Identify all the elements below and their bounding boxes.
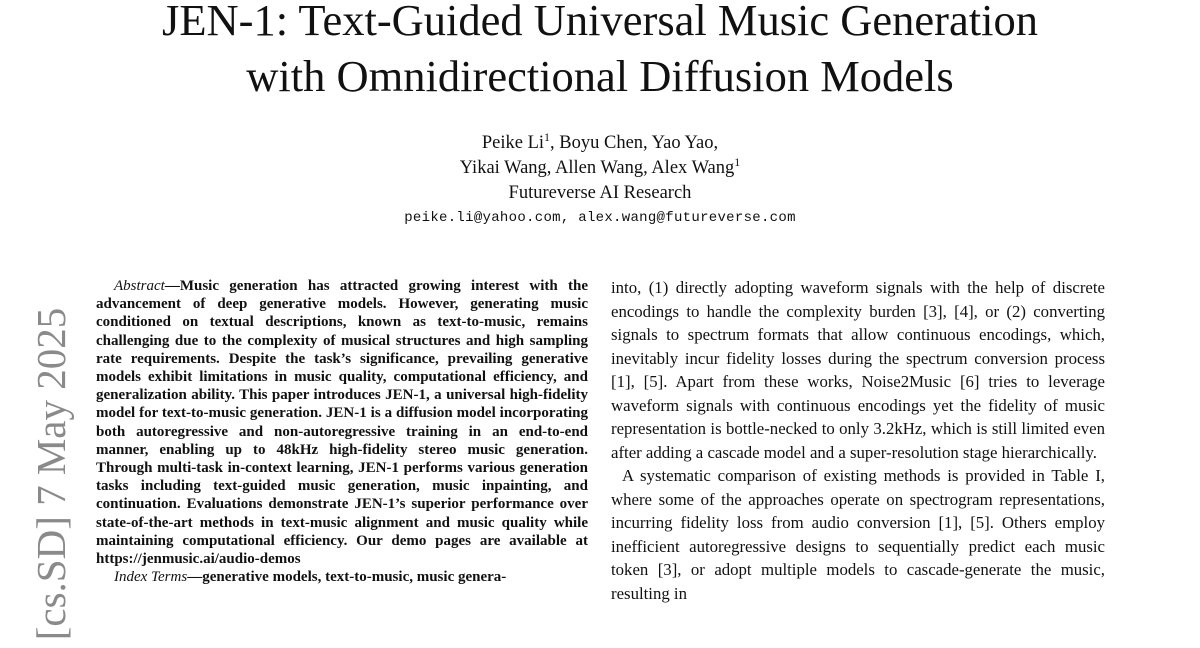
author-emails: peike.li@yahoo.com, alex.wang@futureverse.com [404,210,796,226]
affiliation-marker: 1 [734,154,741,169]
authors-line-1 [0,131,1200,156]
body-paragraph: into, (1) directly adopting waveform signals with the help of discrete encodings to handle the complexity burden [3], [4], or (2) converting signals to spectrum formats that allow continuous encodings, which, inevitably incur fidelity losses during the spectrum conversion process [1], [5]. Apart from these works, Noise2Music [6] tries to leverage waveform signals with continuous encodings yet the fidelity of music representation is bottle-necked to only 3.2kHz, which is still limited even after adding a cascade model and a super-resolution stage hierarchically. [611,278,1105,462]
index-terms-label: Index Terms [114,569,188,586]
abstract [96,277,588,586]
abstract-label: Abstract [114,278,165,294]
author-names: Yikai Wang, Allen Wang, Alex Wang [459,158,735,178]
body-paragraph: A systematic comparison of existing methods is provided in Table I, where some of the approaches operate on spectrogram representations, incurring fidelity loss from audio conversion [1], [5]. Others employ inefficient autoregressive designs to sequentially predict each music token [3], or adopt multiple models to cascade-generate the music, resulting in [611,466,1105,603]
authors-line-2 [0,156,1200,181]
author-name: Peike Li [481,133,545,153]
author-names: , Boyu Chen, Yao Yao, [550,133,719,153]
paper-title [0,0,1200,104]
title-line-1: JEN-1: Text-Guided Universal Music Generation [162,0,1038,45]
affiliation-marker: 1 [544,129,551,144]
arxiv-stamp-text: [cs.SD] 7 May 2025 [28,307,74,641]
title-line-2: with Omnidirectional Diffusion Models [246,51,954,101]
affiliation: Futureverse AI Research [508,183,692,203]
right-column [611,276,1105,605]
author-block [0,131,1200,231]
index-terms-text: —generative models, text-to-music, music genera- [187,569,507,586]
abstract-text: —Music generation has attracted growing interest with the advancement of deep generative models. However, generating music conditioned on textual descriptions, known as text-to-music, remains challenging due to the complexity of musical structures and high sampling rate requirements. Despite the task’s significance, prevailing generative models exhibit limitations in music quality, computational efficiency, and generalization ability. This paper introduces JEN-1, a universal high-fidelity model for text-to-music generation. JEN-1 is a diffusion model incorporating both autoregressive and non-autoregressive training in an end-to-end manner, enabling up to 48kHz high-fidelity stereo music generation. Through multi-task in-context learning, JEN-1 performs various generation tasks including text-guided music generation, music inpainting, and continuation. Evaluations demonstrate JEN-1’s superior performance over state-of-the-art methods in text-music alignment and music quality while maintaining computational efficiency. Our demo pages are available at https://jenmusic.ai/audio-demos [96,278,588,568]
